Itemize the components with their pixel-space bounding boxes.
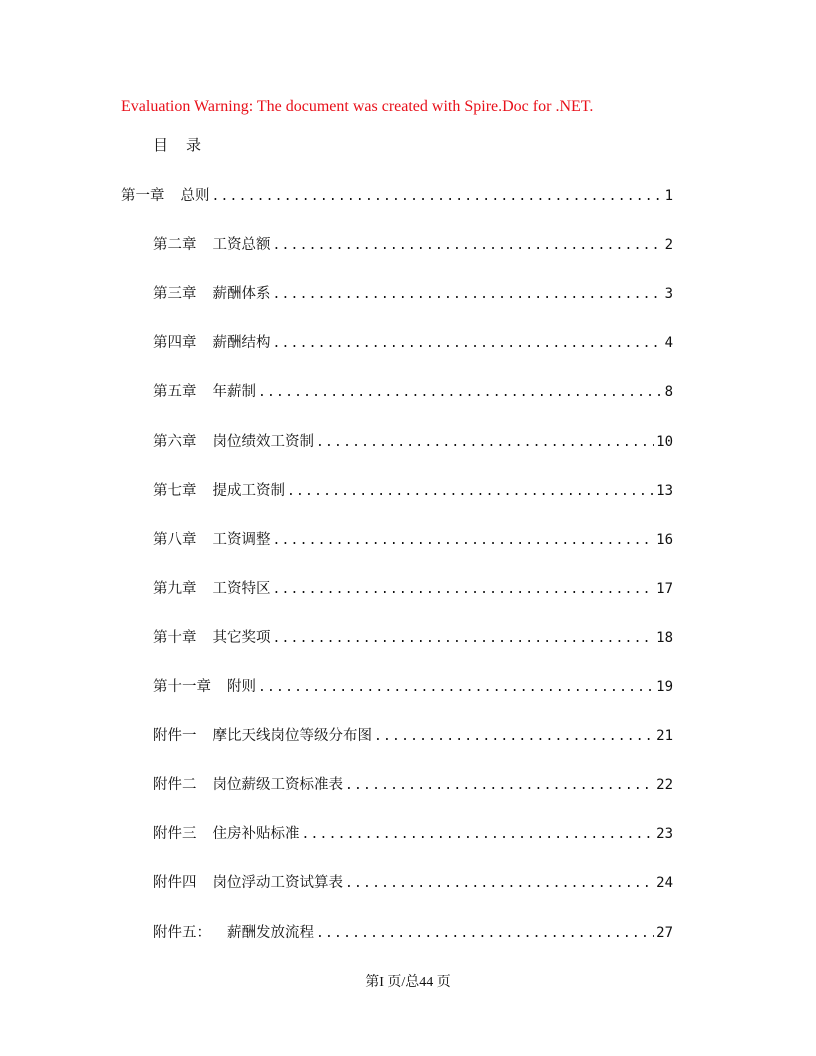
toc-entry-page: 23 [656,826,673,843]
toc-entry-label: 第八章 [153,531,197,548]
toc-entry-title: 住房补贴标准 [212,826,300,843]
toc-entry-title: 工资调整 [212,531,271,548]
toc-entry-label: 附件一 [153,728,197,745]
toc-entry-title: 岗位浮动工资试算表 [212,875,343,892]
toc-entry-label: 第九章 [153,580,197,597]
toc-entry-title: 薪酬体系 [212,286,271,303]
toc-entry-label: 第十章 [153,629,197,646]
toc-entry-title: 工资特区 [212,580,271,597]
toc-entry-label: 第五章 [153,384,197,401]
dot-leader [302,827,655,842]
toc-entry-page: 2 [664,237,673,254]
toc-entry[interactable] [153,233,673,253]
toc-entry[interactable] [153,479,673,499]
toc-entry-page: 4 [664,335,673,352]
dot-leader [273,533,655,548]
toc-entry-label: 第四章 [153,335,197,352]
toc-entry-label: 附件二 [153,777,197,794]
toc-entry[interactable] [153,430,673,450]
dot-leader [273,336,663,351]
toc-entry-page: 16 [656,531,673,548]
toc-entry-page: 21 [656,728,673,745]
toc-entry-label: 第二章 [153,237,197,254]
toc-heading [153,134,219,155]
toc-entry-page: 8 [664,384,673,401]
toc-entry-page: 10 [656,433,673,450]
page-footer: 第I 页/总44 页 [365,975,451,990]
toc-entry-page: 18 [656,629,673,646]
dot-leader [258,680,654,695]
toc-entry-page: 24 [656,875,673,892]
toc-entry[interactable] [153,626,673,646]
toc-entry[interactable] [153,773,673,793]
toc-entry[interactable] [153,822,673,842]
toc-entry-title: 附则 [227,679,256,695]
toc-entry-title: 薪酬结构 [212,335,271,352]
toc-entry-label: 第一章 [121,188,165,204]
toc-entry[interactable] [153,282,673,302]
toc-entry-title: 年薪制 [212,384,256,401]
toc-entry-label: 附件五： [153,924,211,941]
toc-entry-title: 摩比天线岗位等级分布图 [212,728,372,745]
toc-entry-title: 总则 [180,188,210,204]
toc-entry[interactable] [153,921,673,941]
toc-entry[interactable] [121,184,673,204]
toc-entry-page: 3 [664,286,673,303]
toc-entry[interactable] [153,380,673,400]
toc-entry-label: 第六章 [153,433,197,450]
dot-leader [345,778,654,793]
toc-entry[interactable] [153,871,673,891]
toc-entry-title: 工资总额 [212,237,271,254]
toc-entry[interactable] [153,331,673,351]
toc-entry-label: 第三章 [153,286,197,303]
toc-entry-title: 薪酬发放流程 [227,924,314,941]
toc-entry-page: 27 [656,924,673,941]
dot-leader [316,926,654,941]
evaluation-warning: Evaluation Warning: The document was created with Spire.Doc for .NET. [121,98,594,115]
toc-entry-page: 22 [656,777,673,794]
toc-entry-page: 19 [656,679,673,695]
toc-heading-char: 录 [186,136,202,154]
dot-leader [258,385,663,400]
toc-entry-title: 岗位绩效工资制 [212,433,314,450]
dot-leader [212,189,663,204]
toc-entry[interactable] [153,675,673,695]
toc-entry[interactable] [153,724,673,744]
dot-leader [273,238,663,253]
toc-entry-title: 提成工资制 [212,482,285,499]
toc-entry[interactable] [153,528,673,548]
toc-heading-char: 目 [153,136,169,154]
dot-leader [273,287,663,302]
dot-leader [287,484,654,499]
toc-entry[interactable] [153,577,673,597]
toc-entry-label: 附件三 [153,826,197,843]
toc-entry-label: 附件四 [153,875,197,892]
toc-entry-page: 1 [664,188,673,204]
dot-leader [374,729,654,744]
toc-entry-title: 其它奖项 [212,629,271,646]
dot-leader [273,582,655,597]
toc-entry-title: 岗位薪级工资标准表 [212,777,343,794]
dot-leader [345,876,654,891]
dot-leader [273,631,655,646]
toc-entry-label: 第七章 [153,482,197,499]
toc-entry-label: 第十一章 [153,679,211,695]
toc-entry-page: 17 [656,580,673,597]
toc-entry-page: 13 [656,482,673,499]
dot-leader [316,435,654,450]
